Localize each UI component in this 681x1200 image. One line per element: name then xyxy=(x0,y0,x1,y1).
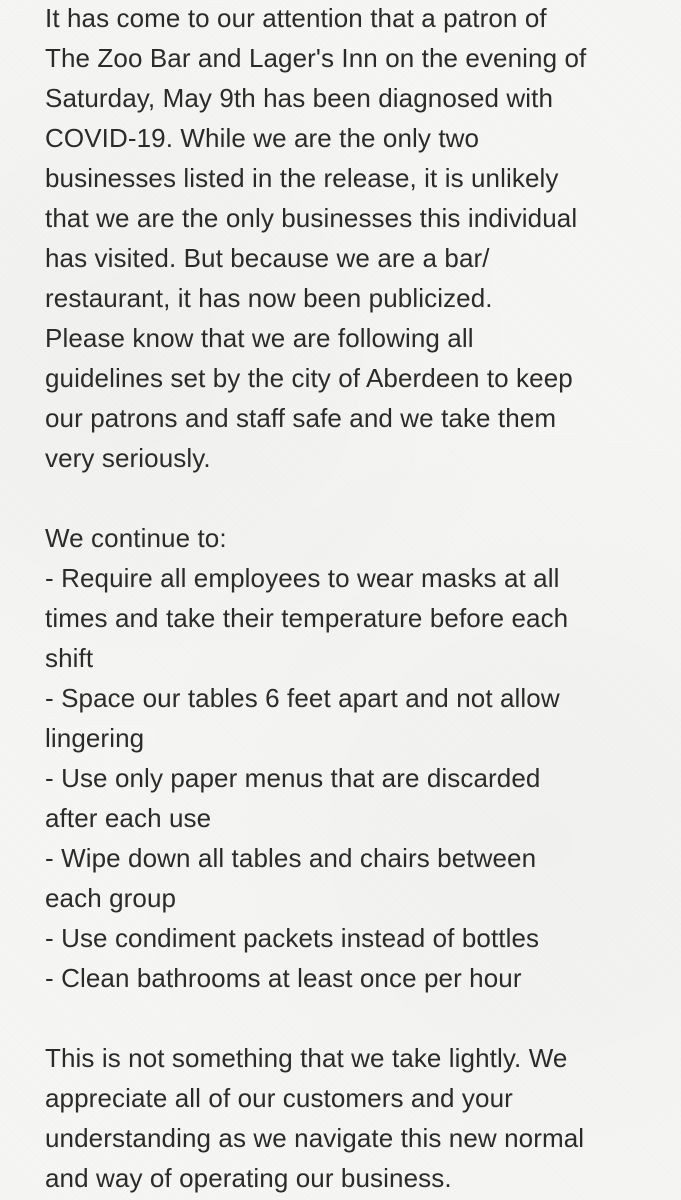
list-item-line: - Use only paper menus that are discarded xyxy=(45,763,541,793)
text-line: appreciate all of our customers and your xyxy=(45,1083,513,1113)
text-line: The Zoo Bar and Lager's Inn on the evening of xyxy=(45,43,587,73)
text-line: our patrons and staff safe and we take them xyxy=(45,403,557,433)
list-item-line: after each use xyxy=(45,803,212,833)
text-line: has visited. But because we are a bar/ xyxy=(45,243,490,273)
paragraph-attention xyxy=(45,0,665,478)
text-line: very seriously. xyxy=(45,443,211,473)
text-line: We continue to: xyxy=(45,523,227,553)
text-line: guidelines set by the city of Aberdeen to keep xyxy=(45,363,573,393)
text-line: that we are the only businesses this individual xyxy=(45,203,578,233)
statement-text xyxy=(45,0,665,1198)
text-line: COVID-19. While we are the only two xyxy=(45,123,480,153)
text-line: It has come to our attention that a patron of xyxy=(45,3,547,33)
list-item-line: times and take their temperature before each xyxy=(45,603,569,633)
list-item-line: shift xyxy=(45,643,94,673)
text-line: This is not something that we take lightly. We xyxy=(45,1043,568,1073)
paragraph-spacer xyxy=(45,998,665,1038)
text-line: Saturday, May 9th has been diagnosed with xyxy=(45,83,554,113)
list-item-line: - Clean bathrooms at least once per hour xyxy=(45,963,522,993)
list-item-line: - Wipe down all tables and chairs between xyxy=(45,843,537,873)
paragraph-spacer xyxy=(45,478,665,518)
text-line: Please know that we are following all xyxy=(45,323,474,353)
text-line: understanding as we navigate this new normal xyxy=(45,1123,585,1153)
list-item-line: each group xyxy=(45,883,177,913)
text-line: restaurant, it has now been publicized. xyxy=(45,283,493,313)
paragraph-measures xyxy=(45,518,665,998)
text-line: businesses listed in the release, it is unlikely xyxy=(45,163,559,193)
list-item-line: - Use condiment packets instead of bottles xyxy=(45,923,540,953)
list-item-line: lingering xyxy=(45,723,145,753)
text-line: and way of operating our business. xyxy=(45,1163,452,1193)
list-item-line: - Space our tables 6 feet apart and not allow xyxy=(45,683,560,713)
list-item-line: - Require all employees to wear masks at all xyxy=(45,563,560,593)
paragraph-closing xyxy=(45,1038,665,1198)
